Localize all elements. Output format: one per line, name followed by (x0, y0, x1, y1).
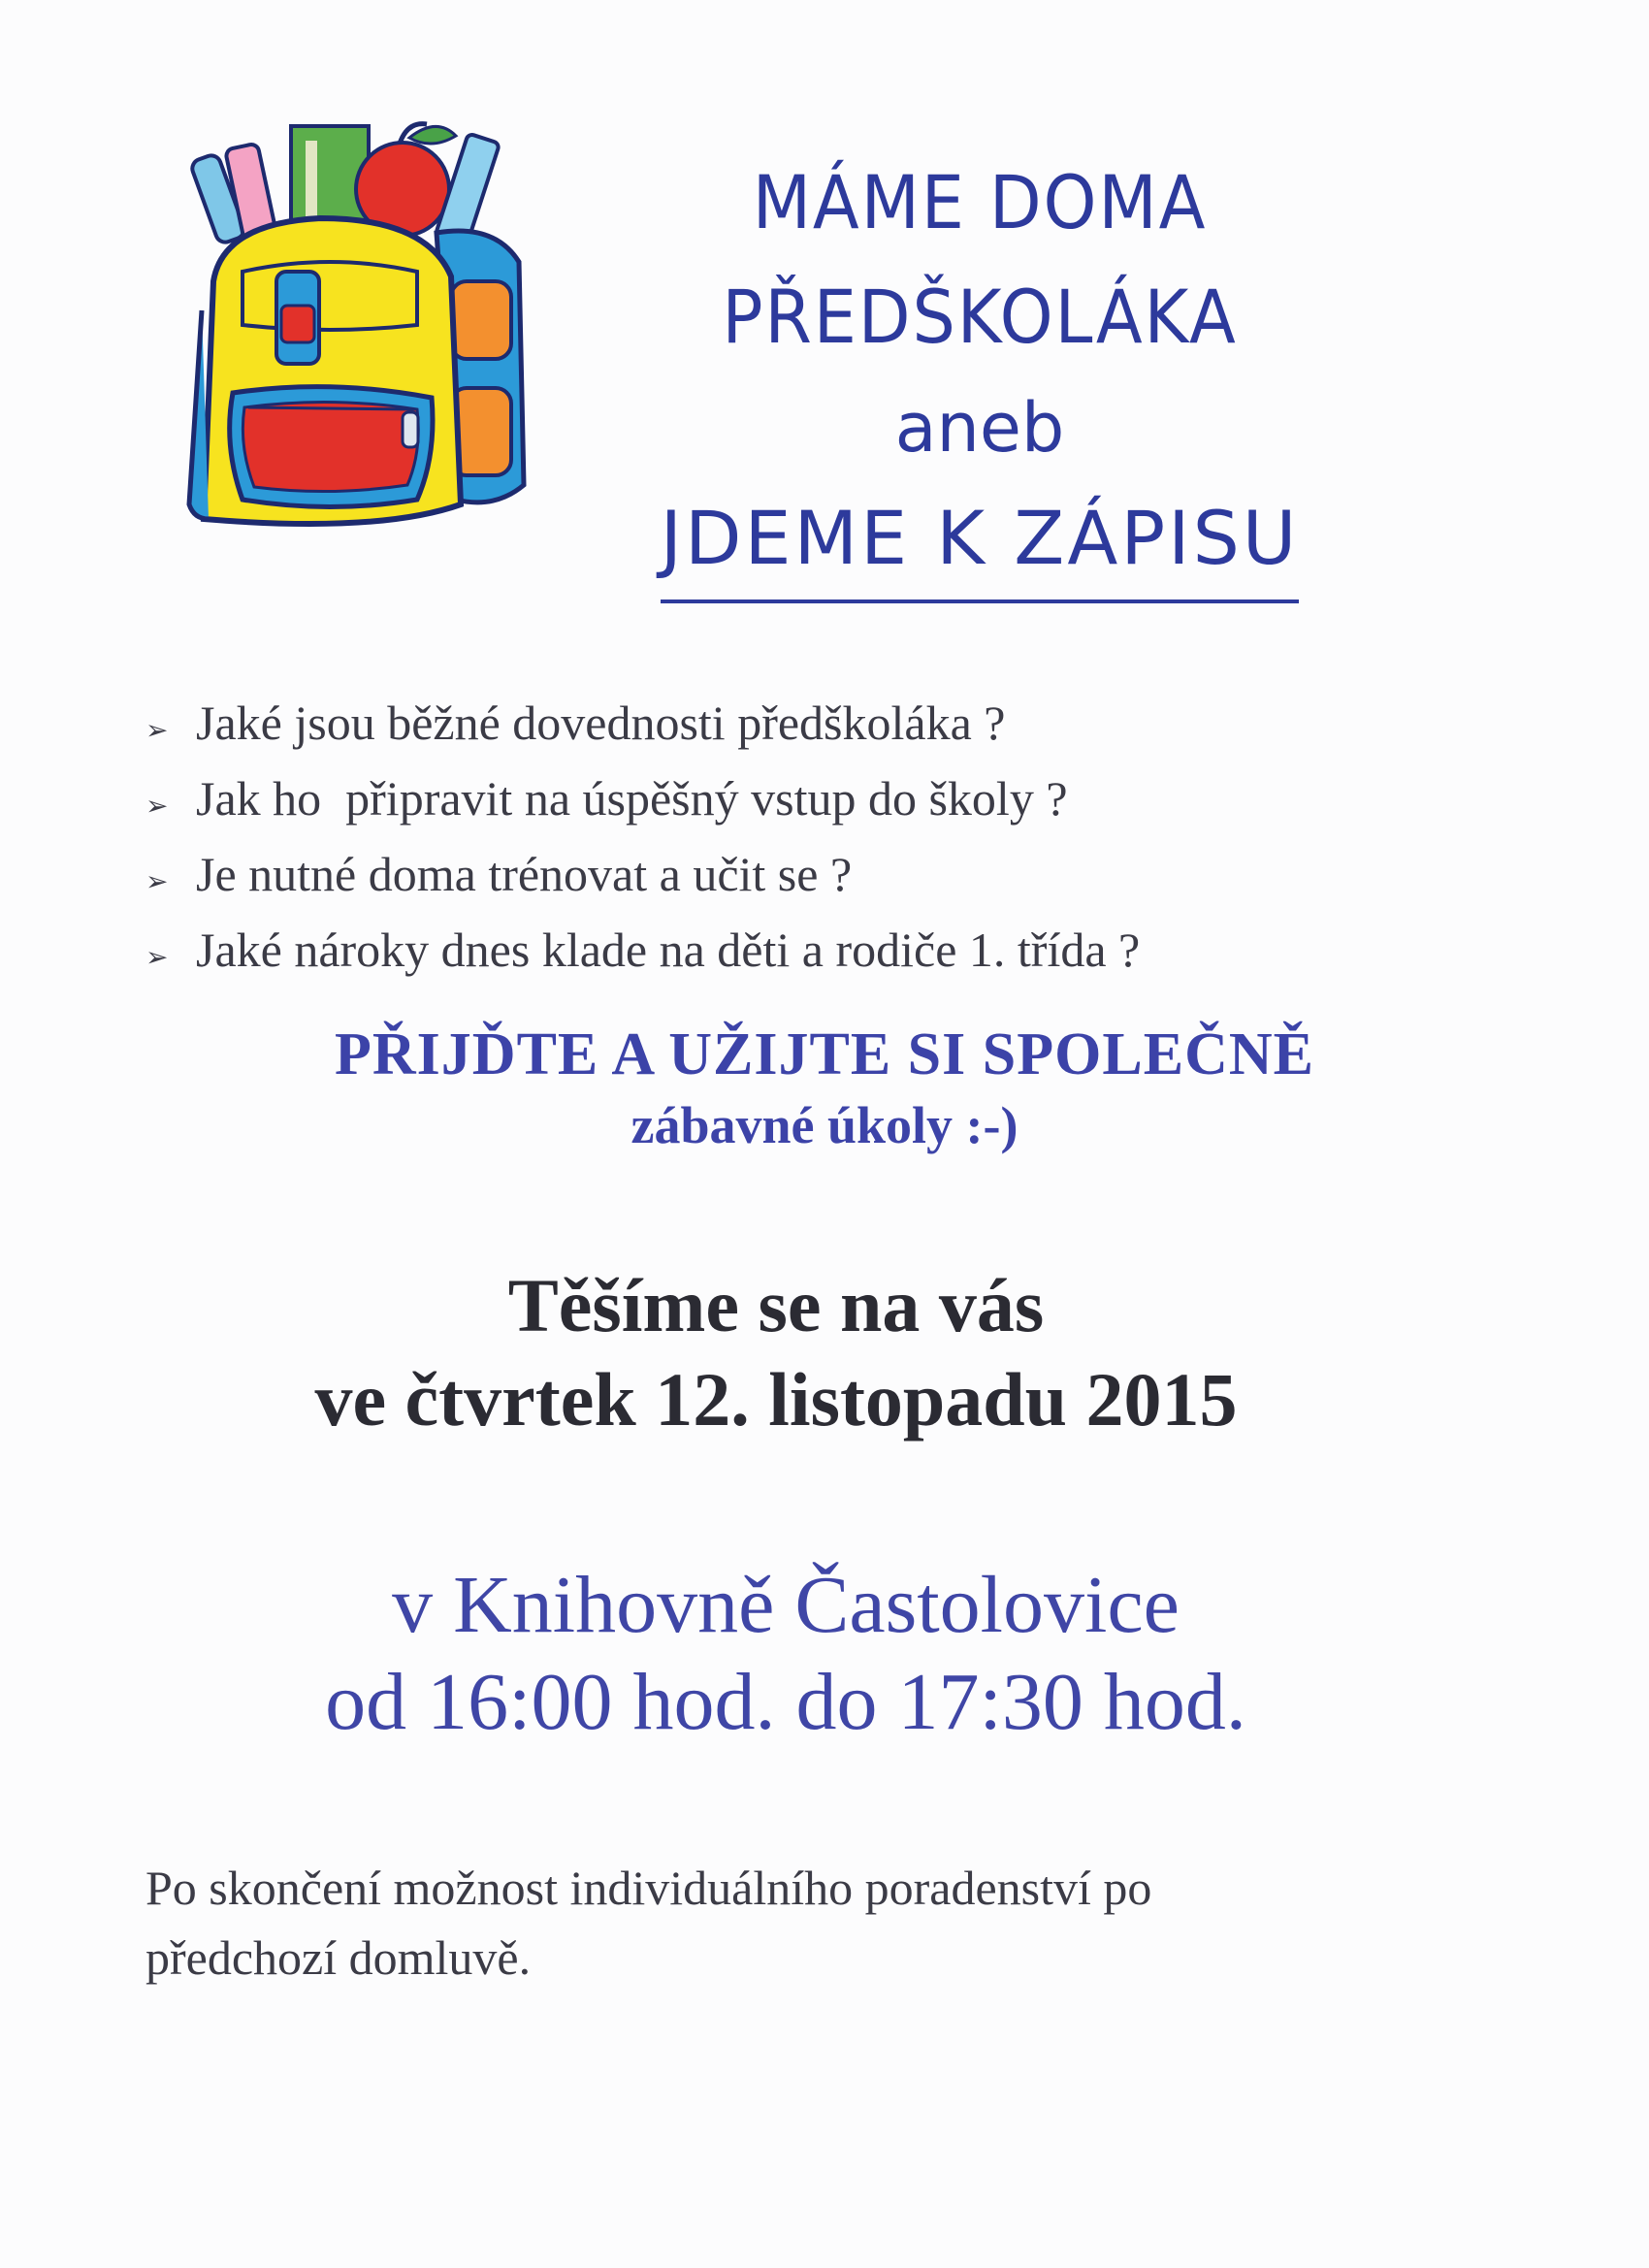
title-line-2: PŘEDŠKOLÁKA (722, 274, 1238, 360)
question-text: Jak ho připravit na úspěšný vstup do školy ? (196, 771, 1068, 826)
list-item (146, 840, 1406, 916)
note-line-2: předchozí domluvě. (146, 1930, 532, 1985)
event-time: od 16:00 hod. do 17:30 hod. (325, 1657, 1246, 1747)
arrow-bullet-icon: ➢ (146, 865, 169, 897)
question-text: Jaké jsou běžné dovednosti předškoláka ? (196, 696, 1006, 750)
note-line-1: Po skončení možnost individuálního poradenství po (146, 1861, 1152, 1915)
event-location: v Knihovně Častolovice (392, 1560, 1180, 1650)
event-date-block (0, 1261, 1552, 1449)
event-place-block (0, 1557, 1571, 1751)
list-item (146, 916, 1406, 991)
event-date: ve čtvrtek 12. listopadu 2015 (314, 1357, 1238, 1442)
school-backpack-icon (184, 116, 553, 543)
invite-subline: zábavné úkoly :-) (630, 1096, 1018, 1154)
invite-block (0, 1019, 1649, 1160)
arrow-bullet-icon: ➢ (146, 714, 169, 746)
consultation-note (146, 1853, 1406, 1993)
list-item (146, 689, 1406, 764)
title-line-1: MÁME DOMA (752, 159, 1208, 245)
arrow-bullet-icon: ➢ (146, 941, 169, 973)
list-item (146, 764, 1406, 840)
question-list (146, 689, 1406, 991)
title-connector: aneb (894, 388, 1065, 468)
flyer-title (543, 146, 1416, 603)
title-line-3: JDEME K ZÁPISU (661, 481, 1300, 603)
greeting-text: Těšíme se na vás (507, 1263, 1045, 1347)
question-text: Je nutné doma trénovat a učit se ? (196, 847, 853, 901)
question-text: Jaké nároky dnes klade na děti a rodiče 1. třída ? (196, 923, 1141, 977)
invite-headline: PŘIJĎTE A UŽIJTE SI SPOLEČNĚ (335, 1021, 1314, 1087)
arrow-bullet-icon: ➢ (146, 790, 169, 822)
